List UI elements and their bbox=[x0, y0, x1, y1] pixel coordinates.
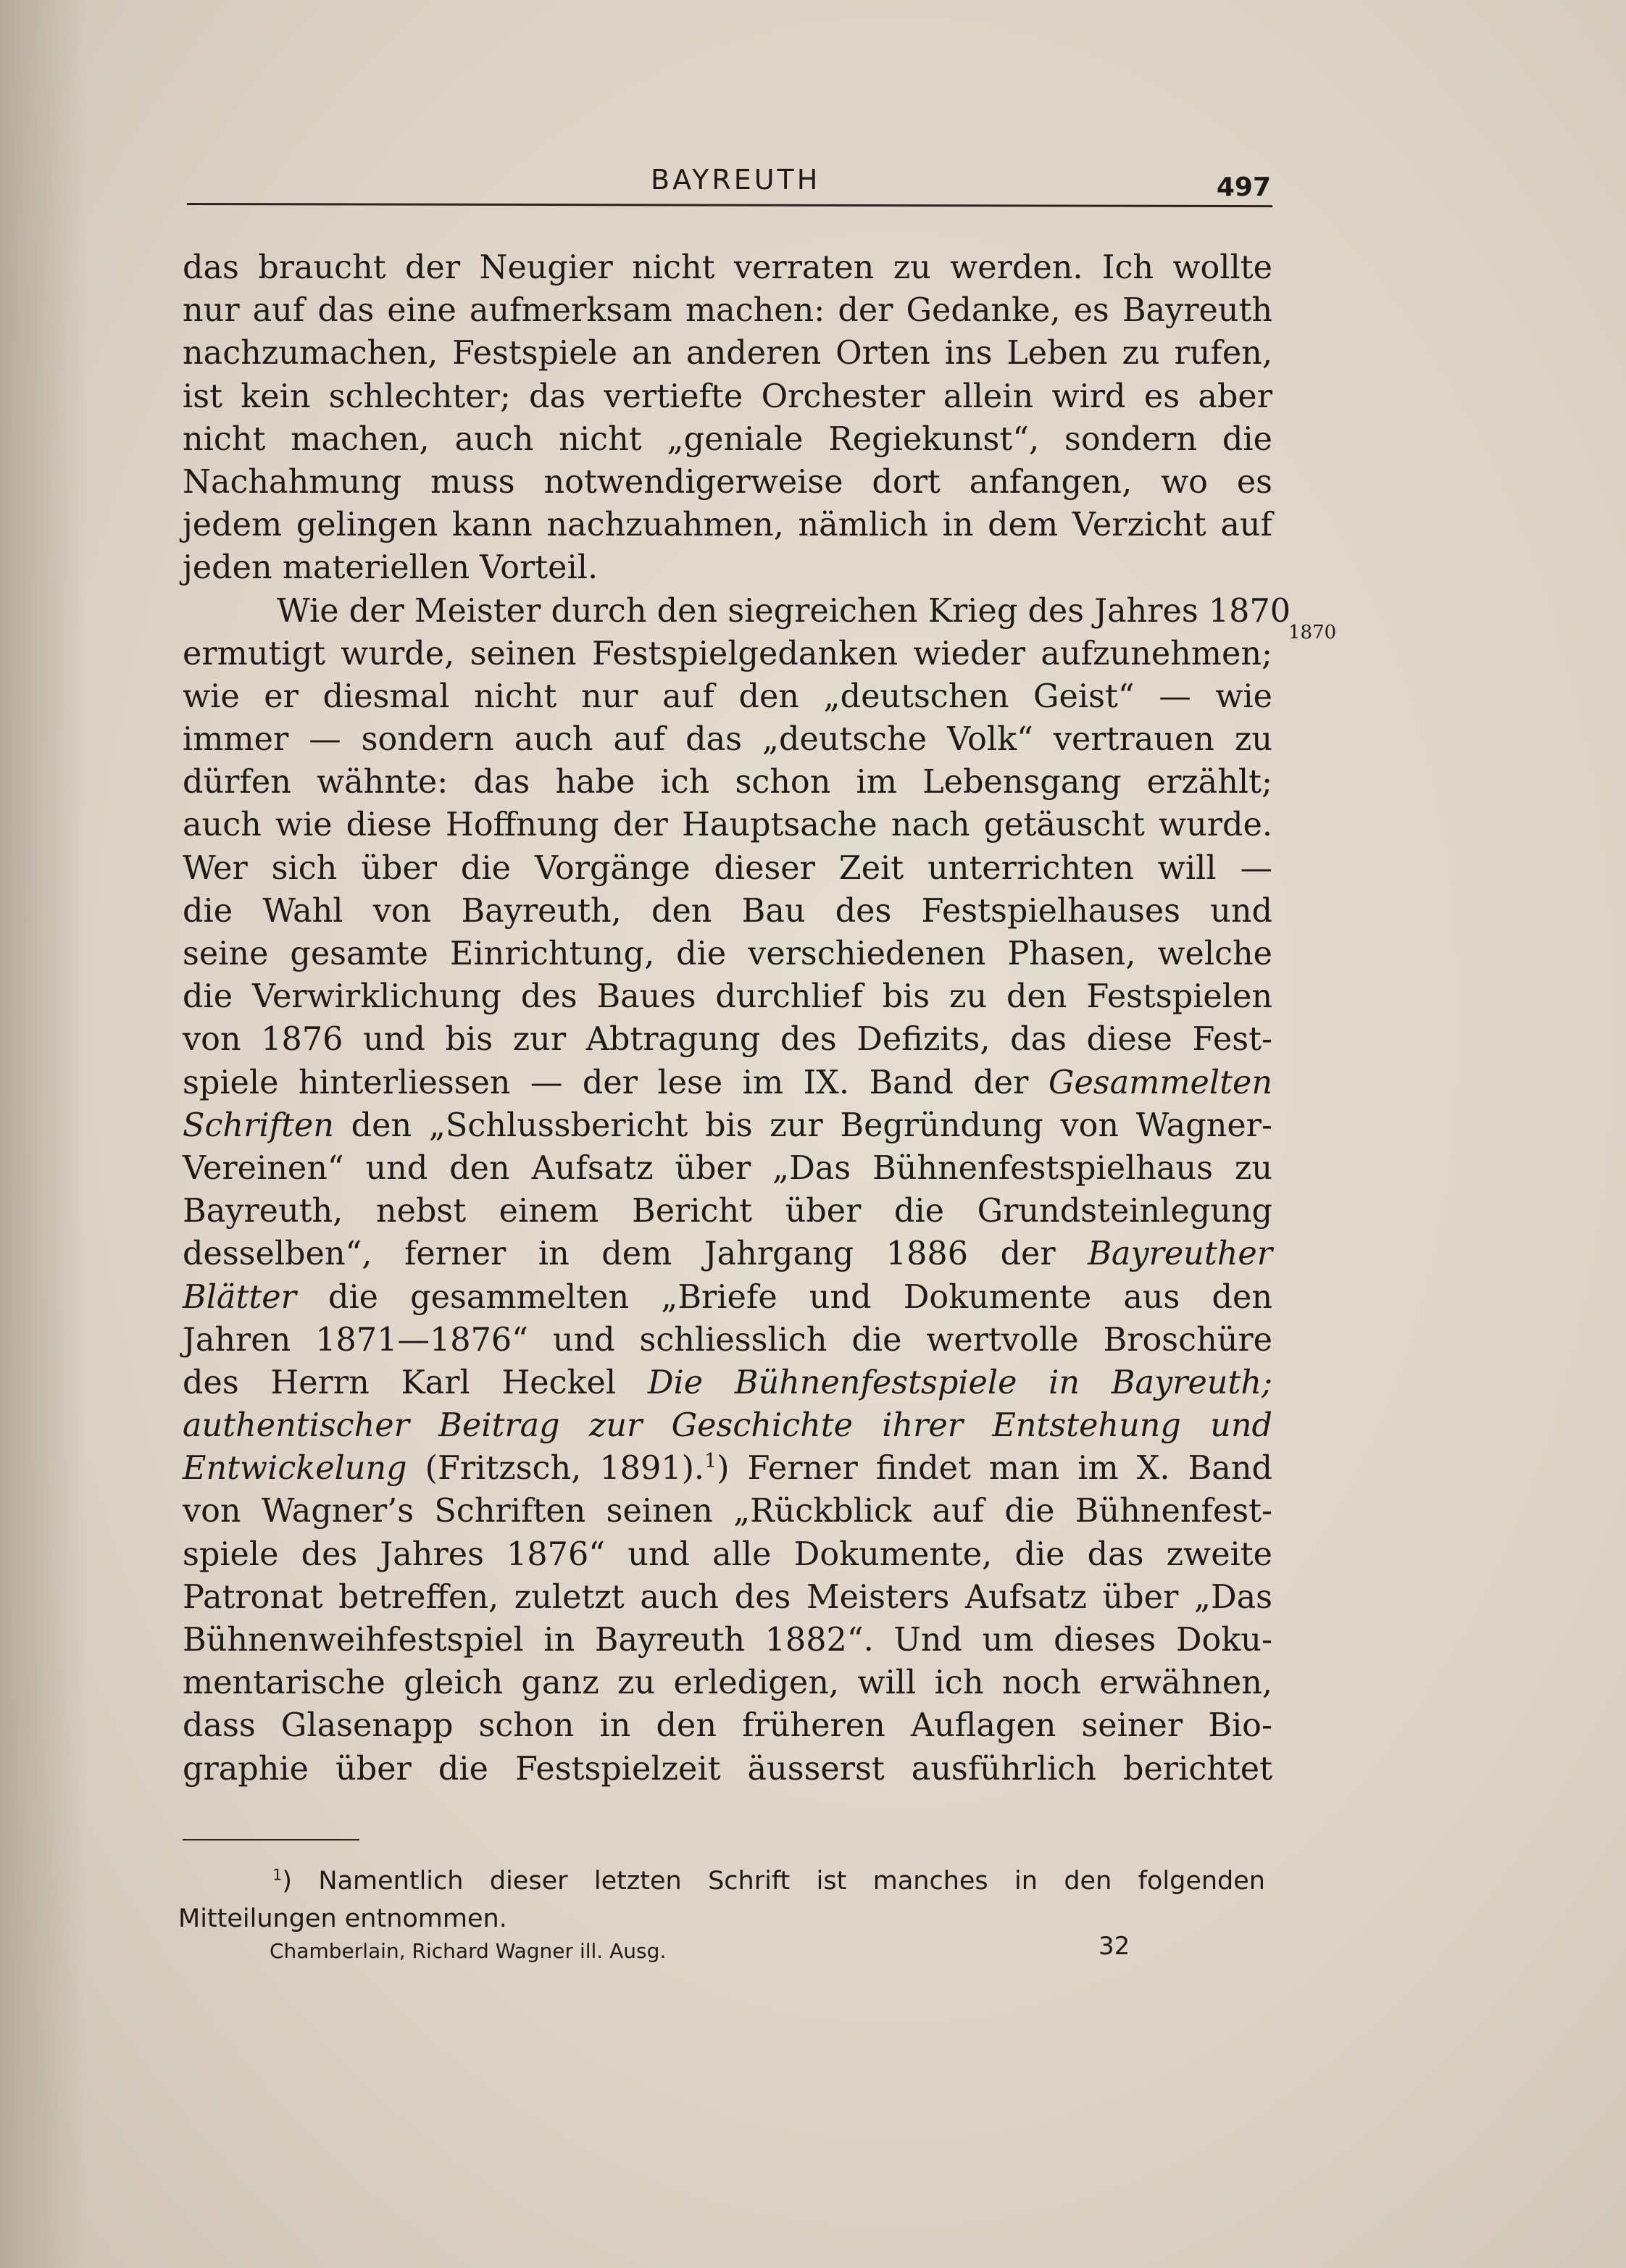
text-line: Nachahmung muss notwendigerweise dort anfangen, wo es bbox=[183, 463, 1272, 501]
italic-title: Entwickelung bbox=[183, 1450, 407, 1488]
text-line: die Wahl von Bayreuth, den Bau des Festspielhauses und bbox=[183, 892, 1272, 930]
text-line: Jahren 1871—1876“ und schliesslich die wertvolle Broschüre bbox=[183, 1321, 1272, 1359]
footnote-marker: 1 bbox=[272, 1866, 283, 1884]
footnote-line bbox=[178, 1862, 1265, 1900]
text-line: jedem gelingen kann nachzuahmen, nämlich in dem Verzicht auf bbox=[183, 506, 1272, 544]
text-line: nicht machen, auch nicht „geniale Regiekunst“, sondern die bbox=[183, 420, 1272, 458]
text-line: seine gesamte Einrichtung, die verschiedenen Phasen, welche bbox=[183, 935, 1272, 972]
footnote-rule bbox=[183, 1839, 359, 1840]
italic-title: Die Bühnenfestspiele in Bayreuth; bbox=[647, 1364, 1272, 1401]
text-line: nachzumachen, Festspiele an anderen Orten ins Leben zu rufen, bbox=[183, 335, 1272, 372]
margin-note-year: 1870 bbox=[1288, 622, 1337, 643]
text-line-italic: authentischer Beitrag zur Geschichte ihrer Entstehung und bbox=[183, 1407, 1272, 1445]
text-line bbox=[183, 1233, 1272, 1275]
text-segment: den „Schlussbericht bis zur Begründung von Wagner- bbox=[351, 1106, 1272, 1144]
italic-title: Blätter bbox=[183, 1278, 296, 1316]
text-line: Vereinen“ und den Aufsatz über „Das Bühnenfestspielhaus zu bbox=[183, 1149, 1272, 1187]
text-line: von 1876 und bis zur Abtragung des Defizits, das diese Fest- bbox=[183, 1021, 1272, 1059]
running-head-title: BAYREUTH bbox=[651, 164, 821, 196]
text-line: mentarische gleich ganz zu erledigen, will ich noch erwähnen, bbox=[183, 1664, 1272, 1702]
header-rule bbox=[187, 203, 1272, 207]
text-line bbox=[183, 1362, 1272, 1404]
text-line: das braucht der Neugier nicht verraten zu werden. Ich wollte bbox=[183, 249, 1272, 286]
text-line bbox=[183, 1447, 1272, 1490]
text-line: dass Glasenapp schon in den früheren Auflagen seiner Bio- bbox=[183, 1707, 1272, 1745]
text-line: graphie über die Festspielzeit äusserst ausführlich berichtet bbox=[183, 1750, 1272, 1788]
footnote-reference: 1 bbox=[704, 1450, 717, 1473]
text-line: Wer sich über die Vorgänge dieser Zeit unterrichten will — bbox=[183, 849, 1272, 887]
text-line: spiele des Jahres 1876“ und alle Dokumente, die das zweite bbox=[183, 1535, 1272, 1573]
text-line bbox=[183, 1276, 1272, 1319]
text-line: ist kein schlechter; das vertiefte Orchester allein wird es aber bbox=[183, 378, 1272, 415]
text-line: Bühnenweihfestspiel in Bayreuth 1882“. Und um dieses Doku- bbox=[183, 1622, 1272, 1659]
text-line: dürfen wähnte: das habe ich schon im Lebensgang erzählt; bbox=[183, 764, 1272, 801]
italic-title: Gesammelten bbox=[1048, 1064, 1272, 1101]
text-line: auch wie diese Hoffnung der Hauptsache nach getäuscht wurde. bbox=[183, 806, 1272, 844]
text-line: von Wagner’s Schriften seinen „Rückblick auf die Bühnenfest- bbox=[183, 1493, 1272, 1530]
text-line: jeden materiellen Vorteil. bbox=[183, 549, 599, 587]
sheet-signature: 32 bbox=[1098, 1932, 1130, 1961]
footnote bbox=[178, 1862, 1265, 1938]
text-line: wie er diesmal nicht nur auf den „deutschen Geist“ — wie bbox=[183, 678, 1272, 715]
page-number: 497 bbox=[1216, 172, 1271, 202]
footnote-line: Mitteilungen entnommen. bbox=[178, 1904, 507, 1933]
text-line: ermutigt wurde, seinen Festspielgedanken wieder aufzunehmen; bbox=[183, 635, 1272, 672]
spine-shadow bbox=[0, 0, 87, 2268]
italic-title: Bayreuther bbox=[1088, 1235, 1272, 1273]
footnote-text: ) Namentlich dieser letzten Schrift ist manches in den folgenden bbox=[282, 1867, 1265, 1896]
italic-title: Schriften bbox=[183, 1106, 334, 1144]
text-line bbox=[183, 1104, 1272, 1147]
text-line: Patronat betreffen, zuletzt auch des Meisters Aufsatz über „Das bbox=[183, 1578, 1272, 1616]
text-segment: (Fritzsch, 1891). bbox=[425, 1450, 705, 1488]
body-text bbox=[183, 246, 1291, 1790]
text-line bbox=[183, 1062, 1272, 1104]
text-line: nur auf das eine aufmerksam machen: der Gedanke, es Bayreuth bbox=[183, 292, 1272, 330]
running-head bbox=[187, 152, 1271, 203]
text-segment: ) Ferner findet man im X. Band bbox=[717, 1450, 1272, 1488]
text-line: immer — sondern auch auf das „deutsche Volk“ vertrauen zu bbox=[183, 721, 1272, 759]
text-segment: spiele hinterliessen — der lese im IX. Band der bbox=[183, 1064, 1029, 1101]
text-line: die Verwirklichung des Baues durchlief bis zu den Festspielen bbox=[183, 978, 1272, 1016]
text-segment: des Herrn Karl Heckel bbox=[183, 1364, 617, 1401]
text-segment: desselben“, ferner in dem Jahrgang 1886 der bbox=[183, 1235, 1056, 1273]
text-line: Wie der Meister durch den siegreichen Krieg des Jahres 1870 bbox=[277, 592, 1291, 630]
book-signature-line: Chamberlain, Richard Wagner ill. Ausg. bbox=[270, 1939, 667, 1963]
text-line: Bayreuth, nebst einem Bericht über die Grundsteinlegung bbox=[183, 1193, 1272, 1230]
text-segment: die gesammelten „Briefe und Dokumente aus den bbox=[328, 1278, 1272, 1316]
